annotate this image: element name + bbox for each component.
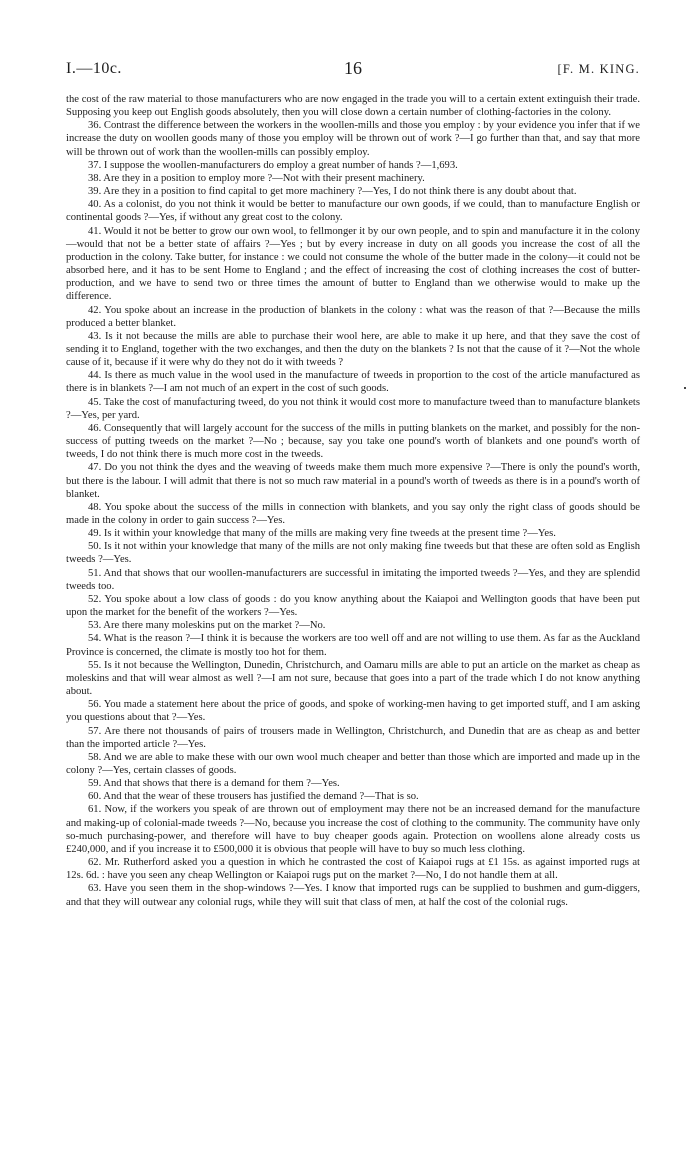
paragraph: 40. As a colonist, do you not think it would be better to manufacture our own goods, if we could, than to manufacture English or continental goods ?—Yes, if without any great cost to the colony. [66, 199, 640, 224]
paragraph: 51. And that shows that our woollen-manufacturers are successful in imitating the imported tweeds ?—Yes, and they are splendid tweeds too. [66, 567, 640, 592]
paragraph: the cost of the raw material to those manufacturers who are now engaged in the trade you will to a certain extent extinguish their trade. Supposing you keep out English goods absolutely, then you will close down a certain number of clothing-factories in the colony. [66, 94, 640, 119]
paragraph: 44. Is there as much value in the wool used in the manufacture of tweeds in proportion to the cost of the article manufactured as there is in blankets ?—I am not much of an expert in the cost of such goods. [66, 370, 640, 395]
paragraph: 59. And that shows that there is a demand for them ?—Yes. [88, 778, 340, 790]
margin-speck [684, 387, 686, 389]
paragraph: 38. Are they in a position to employ more ?—Not with their present machinery. [88, 172, 425, 184]
paragraph: 46. Consequently that will largely account for the success of the mills in putting blankets on the market, and possibly for the non-success of putting tweeds on the market ?—No ; because, say you take one pound's worth of blankets and one pound's worth of tweeds, I do not think there is much more cost in the tweeds. [66, 422, 640, 461]
page-header [66, 60, 640, 80]
paragraph: 57. Are there not thousands of pairs of trousers made in Wellington, Christchurch, and Dunedin that are as cheap as and better than the imported article ?—Yes. [66, 725, 640, 750]
paragraph: 45. Take the cost of manufacturing tweed, do you not think it would cost more to manufacture tweed than to manufacture blankets ?—Yes, per yard. [66, 396, 640, 421]
paragraph: 62. Mr. Rutherford asked you a question in which he contrasted the cost of Kaiapoi rugs at £1 15s. as against imported rugs at 12s. 6d. : have you seen any cheap Wellington or Kaiapoi rugs put on the market ?—No, I do not handle them at all. [66, 857, 640, 882]
paragraph: 53. Are there many moleskins put on the market ?—No. [88, 620, 326, 632]
paragraph: 36. Contrast the difference between the workers in the woollen-mills and those you employ : by your evidence you infer that if we increase the duty on woollen goods many of those you employ will be thrown out of work ?—I go further than that, and say that more will be thrown out of work than the woollen-mills can possibly employ. [66, 120, 640, 158]
paragraph: 60. And that the wear of these trousers has justified the demand ?—That is so. [88, 791, 419, 803]
paragraph: 37. I suppose the woollen-manufacturers do employ a great number of hands ?—1,693. [88, 159, 458, 171]
paragraph: 63. Have you seen them in the shop-windows ?—Yes. I know that imported rugs can be supplied to bushmen and gum-diggers, and that they will outwear any colonial rugs, while they will suit that class of men, at half the cost of the colonial rugs. [66, 883, 640, 908]
paragraph: 55. Is it not because the Wellington, Dunedin, Christchurch, and Oamaru mills are able to put an article on the market as cheap as moleskins and that will wear almost as well ?—I am not sure, because that goes into a part of the trade which I do not know anything about. [66, 659, 640, 698]
paper-reference: I.—10c. [66, 60, 122, 77]
paragraph: 48. You spoke about the success of the mills in connection with blankets, and you say only the right class of goods should be made in the colony in order to gain success ?—Yes. [66, 501, 640, 526]
paragraph: 61. Now, if the workers you speak of are thrown out of employment may there not be an increased demand for the manufacture and making-up of colonial-made tweeds ?—No, because you increase the cost of clothing to the community. The community have only so-much purchasing-power, and therefore will have to buy cheaper goods again. Protection on woollens alone already costs us £240,000, and if you increase it to £500,000 it is obvious that people will have to buy so much less clothing. [66, 804, 640, 855]
paragraph: 56. You made a statement here about the price of goods, and spoke of working-men having to get imported stuff, and I am asking you questions about that ?—Yes. [66, 699, 640, 724]
page-number: 16 [344, 58, 362, 78]
paragraph: 42. You spoke about an increase in the production of blankets in the colony : what was the reason of that ?—Because the mills produced a better blanket. [66, 304, 640, 329]
paragraph: 47. Do you not think the dyes and the weaving of tweeds make them much more expensive ?—There is only the pound's worth, but there is the labour. I will admit that there is not so much raw material in a pound's worth of tweeds as there is in a pound's worth of blanket. [66, 462, 640, 500]
paragraph: 52. You spoke about a low class of goods : do you know anything about the Kaiapoi and Wellington goods that have been put upon the market for the benefit of the workers ?—Yes. [66, 593, 640, 619]
paragraph: 41. Would it not be better to grow our own wool, to fellmonger it by our own people, and to spin and manufacture it in the colony—would that not be a better state of affairs ?—Yes ; but by every increase in duty on all goods you increase the cost of all the production in the colony. Take butter, for instance : we could not consume the whole of the butter made in the colony—it could not be absorbed here, and it has to be sent Home to England ; and the effect of increasing the cost of clothing increases the cost of butter-production, and we have to send two or three times the amount of butter to England than we otherwise would to make up the difference. [66, 225, 640, 303]
paragraph: 58. And we are able to make these with our own wool much cheaper and better than those which are imported and made up in the colony ?—Yes, certain classes of goods. [66, 751, 640, 776]
paragraph: 50. Is it not within your knowledge that many of the mills are not only making fine tweeds but that these are often sold as English tweeds ?—Yes. [66, 541, 640, 566]
paragraph: 54. What is the reason ?—I think it is because the workers are too well off and are not willing to use them. As far as the Auckland Province is concerned, the climate is mostly too hot for them. [66, 633, 640, 658]
paragraph: 43. Is it not because the mills are able to purchase their wool here, are able to make it up here, and that they save the cost of sending it to England, together with the two exchanges, and then the duty on the blankets ? Is not that the cause of it ?—Not the whole cause of it, because if it were why do they not do it with tweeds ? [66, 330, 640, 369]
evidence-text [66, 93, 640, 909]
witness-name: [F. M. KING. [557, 62, 640, 76]
paragraph: 39. Are they in a position to find capital to get more machinery ?—Yes, I do not think there is any doubt about that. [88, 186, 577, 198]
paragraph: 49. Is it within your knowledge that many of the mills are making very fine tweeds at the present time ?—Yes. [88, 528, 556, 540]
